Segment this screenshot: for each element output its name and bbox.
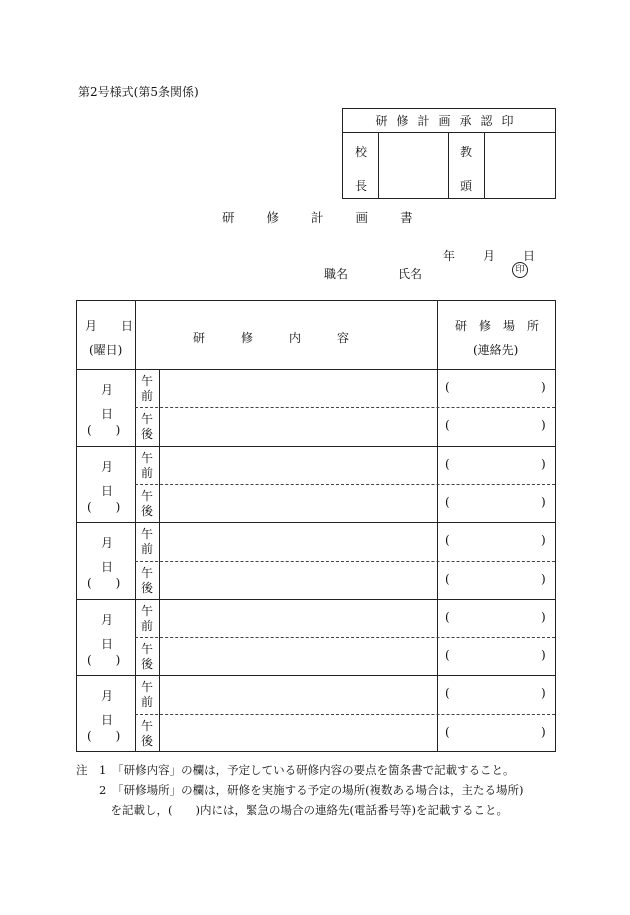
contact-paren-close: ) [541, 456, 546, 471]
weekday-label: ( ) [87, 729, 121, 744]
half-day-divider [135, 484, 555, 485]
contact-paren-open: ( [445, 380, 450, 394]
form-id: 第2号様式(第5条関係) [78, 85, 199, 99]
contact-paren-close: ) [541, 571, 546, 586]
day-label: 日 [101, 713, 114, 728]
date-line [443, 247, 563, 264]
contact-paren-close: ) [541, 418, 546, 433]
month-label: 月 [483, 249, 496, 263]
day-label: 日 [101, 407, 114, 421]
row-divider [77, 369, 555, 370]
pm-char: 午 [140, 488, 153, 503]
contact-paren-open: ( [445, 648, 450, 663]
contact-paren-open: ( [445, 456, 450, 471]
am-label [140, 374, 154, 404]
am-label [140, 527, 154, 557]
contact-paren-open: ( [445, 418, 450, 433]
header-date: 月 日 [85, 319, 134, 333]
half-day-divider [135, 714, 555, 715]
contact-paren-open: ( [445, 571, 450, 586]
vice-principal-label-top: 教 [460, 145, 473, 159]
contact-paren-close: ) [541, 724, 546, 739]
day-label: 日 [101, 636, 114, 651]
am-char: 午 [140, 450, 153, 465]
pm-char: 午 [140, 565, 153, 580]
title-char: 修 [266, 210, 280, 225]
ampm-divider [159, 599, 160, 676]
title-char: 研 [222, 210, 235, 225]
note-1: 注 1 「研修内容」の欄は，予定している研修内容の要点を箇条書で記載すること。 [76, 763, 515, 777]
weekday-label: ( ) [87, 576, 121, 591]
day-label: 日 [523, 249, 536, 263]
pm-char: 後 [140, 657, 153, 672]
principal-label-bottom: 長 [355, 179, 368, 193]
pm-label [140, 719, 154, 749]
contact-paren-open: ( [445, 494, 450, 509]
contact-paren-open: ( [445, 533, 450, 548]
contact-paren-close: ) [541, 380, 546, 394]
am-char: 午 [140, 603, 153, 618]
document-title [222, 208, 445, 226]
half-day-divider [135, 407, 555, 408]
position-label: 職名 [324, 267, 349, 281]
title-char: 画 [355, 210, 369, 225]
am-char: 前 [140, 542, 153, 557]
am-char: 前 [140, 618, 153, 633]
divider [448, 132, 449, 198]
row-divider [77, 522, 555, 523]
pm-label [140, 489, 154, 519]
pm-char: 後 [140, 503, 153, 518]
row-divider [77, 675, 555, 676]
am-char: 前 [140, 695, 153, 710]
weekday-label: ( ) [87, 499, 121, 514]
pm-label [140, 642, 154, 672]
contact-paren-close: ) [541, 648, 546, 663]
principal-label-top: 校 [355, 145, 368, 159]
contact-paren-open: ( [445, 686, 450, 701]
pm-label [140, 412, 154, 442]
title-char: 計 [311, 210, 324, 225]
am-label [140, 680, 154, 710]
ampm-divider [159, 675, 160, 752]
month-label: 月 [101, 383, 114, 397]
half-day-divider [135, 637, 555, 638]
row-divider [77, 446, 555, 447]
header-contact: (連絡先) [473, 343, 519, 357]
pm-char: 後 [140, 733, 153, 748]
month-label: 月 [101, 459, 114, 474]
approval-stamp-box [342, 108, 556, 199]
contact-paren-close: ) [541, 494, 546, 509]
pm-char: 後 [140, 427, 153, 442]
header-content: 研 修 内 容 [193, 331, 350, 345]
divider [484, 132, 485, 198]
header-place: 研 修 場 所 [455, 319, 540, 333]
row-divider [77, 599, 555, 600]
contact-paren-close: ) [541, 533, 546, 548]
vice-principal-label-bottom: 頭 [460, 179, 473, 193]
contact-paren-open: ( [445, 609, 450, 624]
am-char: 午 [140, 680, 153, 695]
am-char: 午 [140, 527, 153, 542]
pm-char: 午 [140, 718, 153, 733]
notes [76, 760, 524, 820]
pm-char: 午 [140, 412, 153, 427]
approval-header: 研修計画承認印 [343, 109, 555, 133]
am-char: 前 [140, 389, 153, 403]
ampm-divider [159, 446, 160, 523]
am-char: 午 [140, 374, 153, 388]
contact-paren-close: ) [541, 609, 546, 624]
month-label: 月 [101, 689, 114, 704]
pm-label [140, 566, 154, 596]
header-weekday: (曜日) [89, 343, 123, 357]
note-2-continued: を記載し，( )内には，緊急の場合の連絡先(電話番号等)を記載すること。 [76, 803, 508, 817]
am-label [140, 451, 154, 481]
ampm-divider [159, 522, 160, 599]
contact-paren-close: ) [541, 686, 546, 701]
divider [378, 132, 379, 198]
day-label: 日 [101, 560, 114, 575]
year-label: 年 [443, 249, 456, 263]
name-label: 氏名 [398, 267, 423, 281]
note-2: 2 「研修場所」の欄は，研修を実施する予定の場所(複数ある場合は，主たる場所) [76, 783, 524, 797]
title-char: 書 [400, 210, 413, 225]
month-label: 月 [101, 612, 114, 627]
weekday-label: ( ) [87, 423, 121, 437]
ampm-divider [159, 369, 160, 446]
seal-mark: 印 [512, 262, 528, 278]
pm-char: 午 [140, 642, 153, 657]
weekday-label: ( ) [87, 652, 121, 667]
pm-char: 後 [140, 580, 153, 595]
day-label: 日 [101, 483, 114, 498]
half-day-divider [135, 561, 555, 562]
schedule-table [76, 300, 556, 752]
am-label [140, 604, 154, 634]
contact-paren-open: ( [445, 724, 450, 739]
am-char: 前 [140, 465, 153, 480]
month-label: 月 [101, 536, 114, 551]
